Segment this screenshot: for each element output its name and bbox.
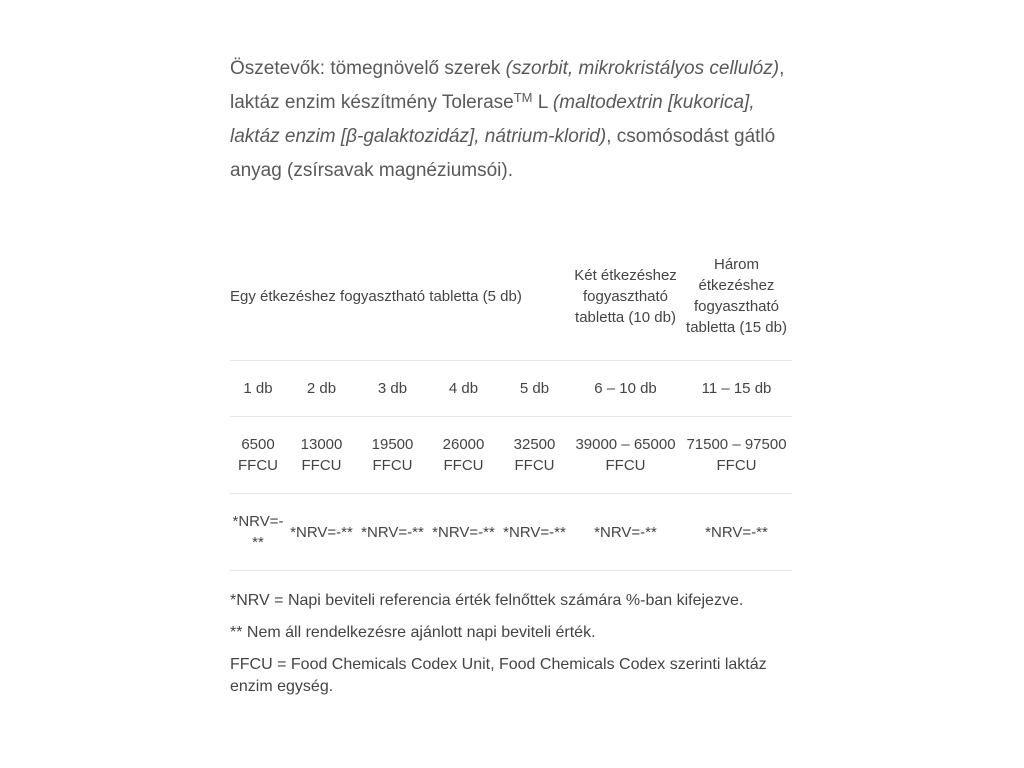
table-cell: 2 db bbox=[286, 361, 357, 417]
ingredients-filler-detail: (szorbit, mikrokristályos cellulóz) bbox=[505, 58, 780, 79]
header-single-meal: Egy étkezéshez fogyasztható tabletta (5 db) bbox=[230, 232, 570, 361]
table-cell: 6500 FFCU bbox=[230, 417, 286, 494]
table-cell: 32500 FFCU bbox=[499, 417, 570, 494]
table-cell: 4 db bbox=[428, 361, 499, 417]
table-cell: *NRV=-** bbox=[230, 494, 286, 571]
ingredients-enzyme-detail: (maltodextrin [kukorica], laktáz enzim [β-galaktozidáz], nátrium-klorid) bbox=[230, 92, 755, 147]
table-cell: 13000 FFCU bbox=[286, 417, 357, 494]
ingredients-mid: , laktáz enzim készítmény Tolerase bbox=[230, 58, 785, 113]
dosage-table bbox=[230, 232, 792, 571]
footnotes bbox=[230, 590, 792, 708]
ingredients-text bbox=[230, 52, 792, 188]
ingredients-block bbox=[230, 52, 792, 188]
table-cell: 26000 FFCU bbox=[428, 417, 499, 494]
header-two-meals: Két étkezéshez fogyasztható tabletta (10 db) bbox=[570, 232, 681, 361]
footnote-ffcu: FFCU = Food Chemicals Codex Unit, Food Chemicals Codex szerinti laktáz enzim egység. bbox=[230, 656, 767, 695]
table-cell: *NRV=-** bbox=[570, 494, 681, 571]
table-cell: *NRV=-** bbox=[428, 494, 499, 571]
table-row-count bbox=[230, 361, 792, 417]
table-cell: *NRV=-** bbox=[681, 494, 792, 571]
table-cell: *NRV=-** bbox=[357, 494, 428, 571]
header-three-meals: Három étkezéshez fogyasztható tabletta (15 db) bbox=[681, 232, 792, 361]
trademark-mark: TM bbox=[513, 90, 533, 105]
table-cell: 1 db bbox=[230, 361, 286, 417]
table-row-nrv bbox=[230, 494, 792, 571]
table-cell: *NRV=-** bbox=[286, 494, 357, 571]
footnote-no-value: ** Nem áll rendelkezésre ajánlott napi beviteli érték. bbox=[230, 624, 596, 641]
ingredients-intro: Öszetevők: tömegnövelő szerek bbox=[230, 58, 506, 79]
table-cell: 11 – 15 db bbox=[681, 361, 792, 417]
table-cell: 19500 FFCU bbox=[357, 417, 428, 494]
footnote-nrv: *NRV = Napi beviteli referencia érték felnőttek számára %-ban kifejezve. bbox=[230, 592, 744, 609]
table-cell: 39000 – 65000 FFCU bbox=[570, 417, 681, 494]
table-cell: 3 db bbox=[357, 361, 428, 417]
table-row-ffcu bbox=[230, 417, 792, 494]
table-cell: *NRV=-** bbox=[499, 494, 570, 571]
ingredients-tail: , csomósodást gátló anyag (zsírsavak magnéziumsói). bbox=[230, 126, 776, 181]
table-cell: 71500 – 97500 FFCU bbox=[681, 417, 792, 494]
table-cell: 6 – 10 db bbox=[570, 361, 681, 417]
table-header-row bbox=[230, 232, 792, 361]
table-cell: 5 db bbox=[499, 361, 570, 417]
ingredients-product-suffix: L bbox=[532, 92, 553, 113]
